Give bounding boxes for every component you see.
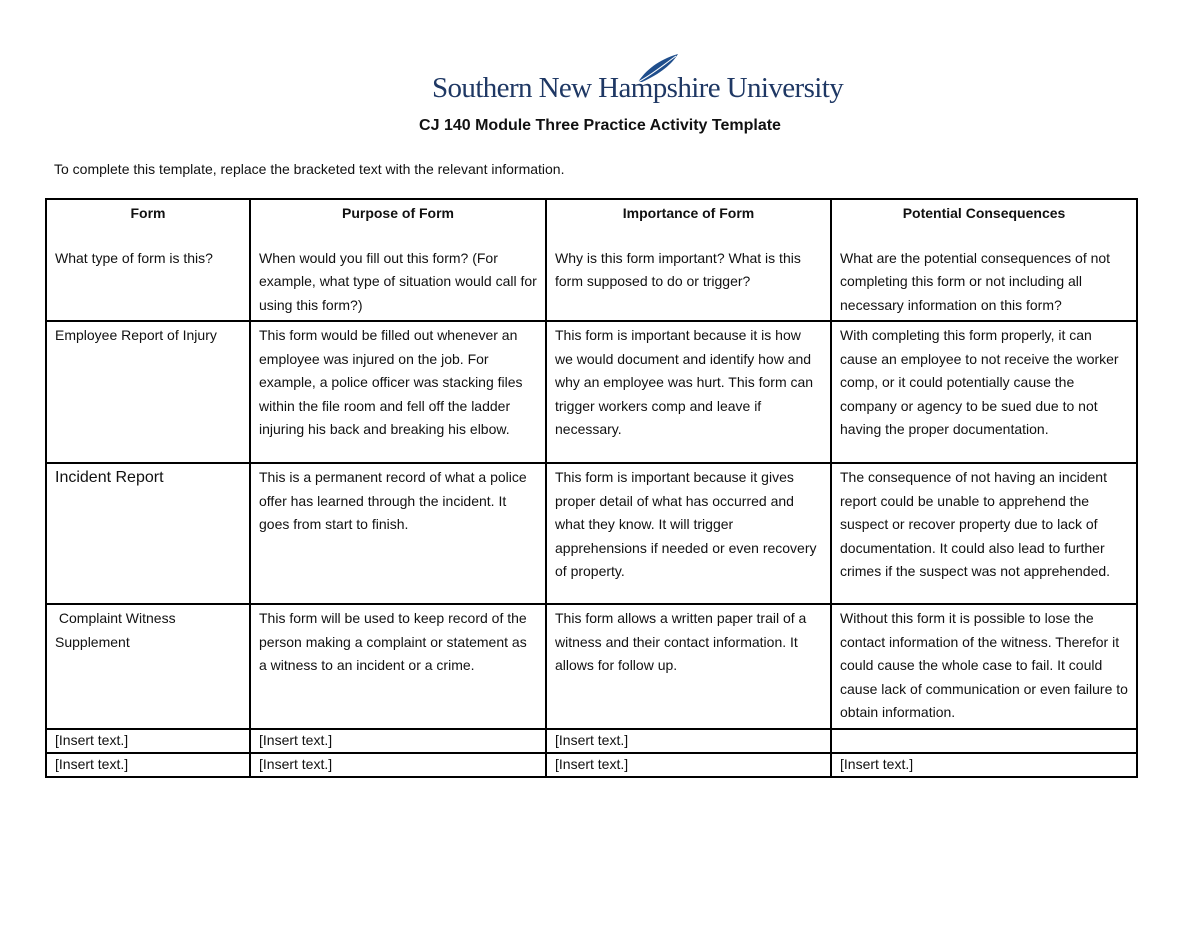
purpose-cell[interactable]: This form will be used to keep record of the person making a complaint or statement as a witness to an incident or a crime. bbox=[250, 604, 546, 729]
column-question: Why is this form important? What is this form supposed to do or trigger? bbox=[555, 249, 801, 289]
importance-cell[interactable]: This form is important because it gives proper detail of what has occurred and what they know. It will trigger apprehensions if needed or even recovery of property. bbox=[546, 463, 831, 604]
form-cell[interactable]: Complaint Witness Supplement bbox=[46, 604, 250, 729]
header-cell-consequences bbox=[831, 199, 1137, 321]
consequences-cell[interactable]: Without this form it is possible to lose the contact information of the witness. Therefor it could cause the whole case to fail. It could cause lack of communication or even failure to obtain information. bbox=[831, 604, 1137, 729]
header-cell-form bbox=[46, 199, 250, 321]
table-row bbox=[46, 463, 1137, 604]
logo-text: Southern New Hampshire University bbox=[432, 72, 844, 104]
column-title: Form bbox=[130, 205, 166, 221]
form-table bbox=[45, 198, 1138, 778]
table-row bbox=[46, 753, 1137, 777]
form-cell[interactable]: Incident Report bbox=[46, 463, 250, 604]
importance-cell[interactable]: This form is important because it is how we would document and identify how and why an employee was hurt. This form can trigger workers comp and leave if necessary. bbox=[546, 321, 831, 463]
column-question: What are the potential consequences of not completing this form or not including all necessary information on this form? bbox=[840, 249, 1111, 313]
header-cell-purpose bbox=[250, 199, 546, 321]
page-title: CJ 140 Module Three Practice Activity Template bbox=[419, 117, 781, 134]
importance-cell[interactable]: [Insert text.] bbox=[546, 753, 831, 777]
consequences-cell[interactable]: [Insert text.] bbox=[831, 753, 1137, 777]
university-logo bbox=[432, 52, 844, 104]
consequences-cell[interactable]: The consequence of not having an incident report could be unable to apprehend the suspect or recover property due to lack of documentation. It could also lead to further crimes if the suspect was not apprehended. bbox=[831, 463, 1137, 604]
form-cell[interactable]: Employee Report of Injury bbox=[46, 321, 250, 463]
importance-cell[interactable]: This form allows a written paper trail of a witness and their contact information. It allows for follow up. bbox=[546, 604, 831, 729]
form-cell[interactable]: [Insert text.] bbox=[46, 729, 250, 753]
purpose-cell[interactable]: [Insert text.] bbox=[250, 753, 546, 777]
header-cell-importance bbox=[546, 199, 831, 321]
purpose-cell[interactable]: This form would be filled out whenever an employee was injured on the job. For example, a police officer was stacking files within the file room and fell off the ladder injuring his back and breaking his elbow. bbox=[250, 321, 546, 463]
instructions-text: To complete this template, replace the bracketed text with the relevant information. bbox=[54, 161, 565, 177]
purpose-cell[interactable]: This is a permanent record of what a police offer has learned through the incident. It goes from start to finish. bbox=[250, 463, 546, 604]
column-title: Potential Consequences bbox=[902, 205, 1066, 221]
table-row bbox=[46, 604, 1137, 729]
consequences-cell[interactable]: With completing this form properly, it can cause an employee to not receive the worker comp, or it could potentially cause the company or agency to be sued due to not having the proper documentation. bbox=[831, 321, 1137, 463]
table-row bbox=[46, 321, 1137, 463]
column-question: When would you fill out this form? (For example, what type of situation would call for using this form?) bbox=[259, 249, 537, 313]
table-row bbox=[46, 729, 1137, 753]
column-question: What type of form is this? bbox=[55, 249, 213, 266]
table-header-row bbox=[46, 199, 1137, 321]
consequences-cell[interactable] bbox=[831, 729, 1137, 753]
column-title: Importance of Form bbox=[622, 205, 755, 221]
form-cell[interactable]: [Insert text.] bbox=[46, 753, 250, 777]
column-title: Purpose of Form bbox=[341, 205, 454, 221]
purpose-cell[interactable]: [Insert text.] bbox=[250, 729, 546, 753]
importance-cell[interactable]: [Insert text.] bbox=[546, 729, 831, 753]
